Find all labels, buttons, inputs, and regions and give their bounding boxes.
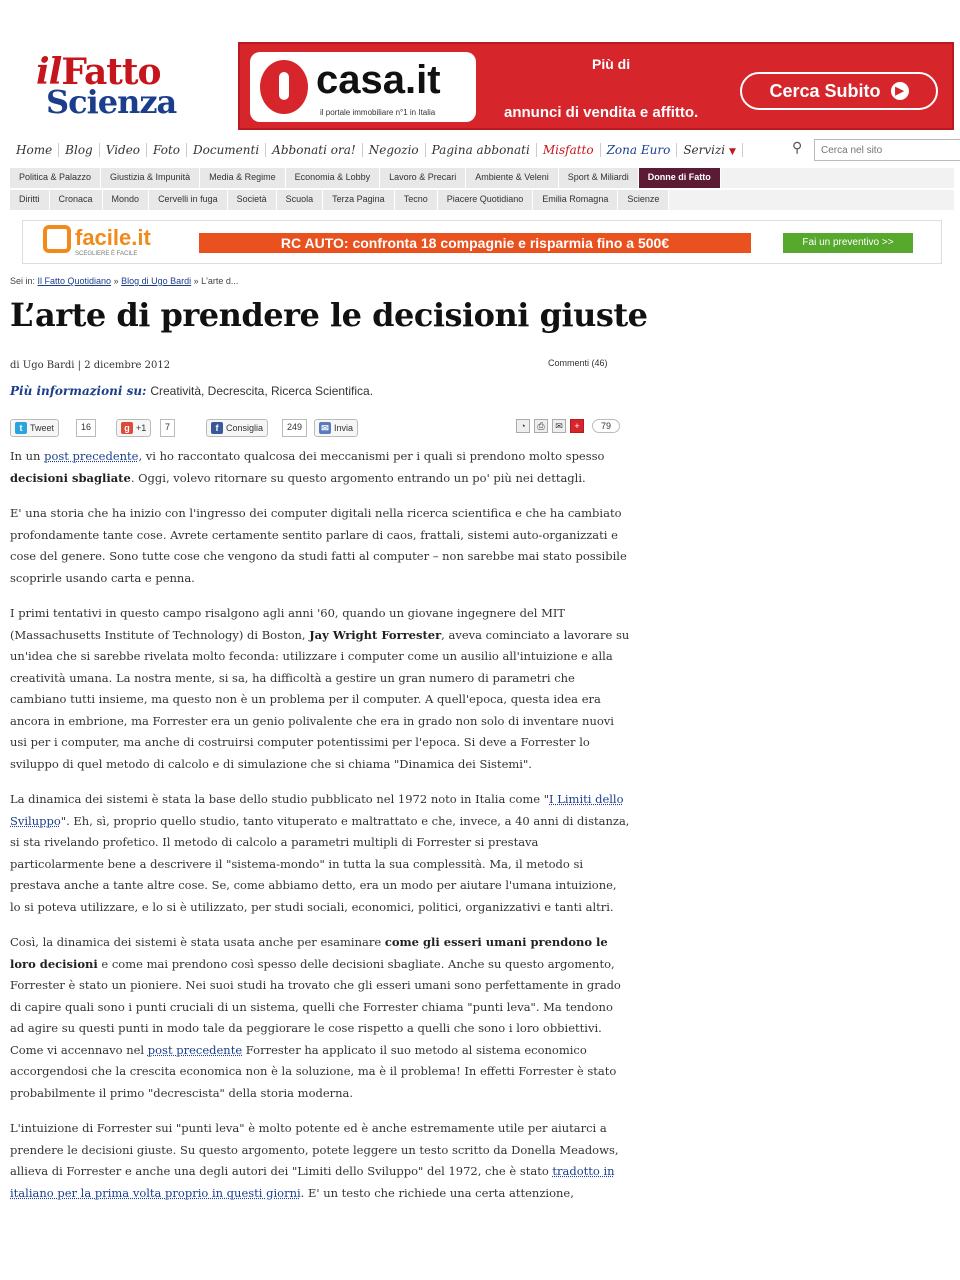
breadcrumb-separator: » (191, 276, 202, 286)
categories-row-1 (10, 168, 954, 188)
search-icon[interactable]: ⚲ (792, 140, 803, 156)
logo-il: il (36, 51, 62, 93)
category-item[interactable]: Scienze (618, 190, 669, 210)
text-run: In un (10, 449, 45, 463)
paragraph (10, 603, 630, 775)
category-item[interactable]: Diritti (10, 190, 50, 210)
email-icon[interactable]: ✉ (552, 419, 566, 433)
text-run: L'intuizione di Forrester sui "punti leva" è molto potente ed è anche estremamente utile per aiutarci a prendere le decisioni giuste. Su questo argomento, potete leggere un testo scritto da Donella Meadows, allieva di Forrester e anche una degli autori dei "Limiti dello Sviluppo" del 1972, che è stato (10, 1121, 619, 1178)
breadcrumb (10, 276, 238, 286)
nav-negozio[interactable]: Negozio (363, 143, 426, 157)
category-item[interactable]: Politica & Palazzo (10, 168, 101, 188)
twitter-icon: t (15, 422, 27, 434)
like-count: 249 (282, 419, 307, 437)
logo-fatto: Fatto (61, 51, 161, 93)
link-tradotto[interactable]: tradotto in italiano per la prima volta proprio in questi giorni (10, 1164, 615, 1200)
text-run: Forrester ha applicato il suo metodo al sistema economico accorgendosi che la crescita economica non è la soluzione, ma è il problema! In effetti Forrester è stato probabilmente il primo "decrescista" della storia moderna. (10, 1042, 617, 1100)
text-bold: Jay Wright Forrester (309, 627, 442, 642)
facebook-like-button[interactable] (206, 419, 268, 437)
rss-icon[interactable]: ◔ (516, 419, 530, 433)
page-title: L’arte di prendere le decisioni giuste (10, 296, 648, 334)
like-label: Consiglia (226, 423, 264, 433)
paragraph (10, 932, 630, 1104)
nav-pagina-abbonati[interactable]: Pagina abbonati (426, 143, 537, 157)
link-post-precedente[interactable]: post precedente (147, 1042, 243, 1057)
link-post-precedente[interactable]: post precedente (44, 449, 139, 463)
nav-zona-euro[interactable]: Zona Euro (601, 143, 678, 157)
category-item[interactable]: Emilia Romagna (533, 190, 618, 210)
article-byline: di Ugo Bardi | 2 dicembre 2012 (10, 360, 171, 371)
ad-annunci-text: annunci di vendita e affitto. (504, 104, 699, 121)
text-bold: come gli esseri umani prendono le loro decisioni (10, 935, 608, 971)
facile-tagline: SCEGLIERE È FACILE (75, 251, 138, 257)
cerca-subito-button[interactable] (740, 72, 938, 110)
site-logo[interactable] (36, 51, 186, 132)
text-run: ". Eh, sì, proprio quello studio, tanto vituperato e maltrattato e che, invece, a 40 anni di distanza, si sta rivelando profetico. Il metodo di calcolo a parametri multipli di Forrester si prestava particolarmente bene a descrivere il "sistema-mondo" in tutta la sua complessità. Ma, il metodo si prestava anche a tante altre cose. Se, come abbiamo detto, era un modo per aiutare l'umana intuizione, lo si poteva utilizzare, e lo si è utilizzato, per studi sociali, economici, politici, organizzativi e tanti altri. (10, 813, 630, 914)
breadcrumb-item-current: L'arte d... (201, 276, 239, 286)
preventivo-button[interactable]: Fai un preventivo >> (783, 233, 913, 253)
invia-label: Invia (334, 423, 354, 433)
paragraph (10, 446, 630, 489)
categories-row-2 (10, 190, 954, 210)
article-tags[interactable]: Creatività, Decrescita, Ricerca Scientifica. (150, 384, 374, 398)
article-tools (516, 419, 620, 433)
invia-button[interactable] (314, 419, 358, 437)
casa-it-tagline: il portale immobiliare n°1 in Italia (320, 108, 436, 117)
add-icon[interactable]: + (570, 419, 584, 433)
facile-it-logo (43, 225, 151, 253)
category-item[interactable]: Piacere Quotidiano (438, 190, 534, 210)
breadcrumb-item-blog[interactable]: Blog di Ugo Bardi (121, 276, 192, 286)
nav-abbonati[interactable]: Abbonati ora! (266, 143, 363, 157)
category-item[interactable]: Sport & Miliardi (559, 168, 639, 188)
text-run: , aveva cominciato a lavorare su un'idea che si sarebbe rivelata molto feconda: utilizzare i computer come un ausilio all'intuizione e alla creatività umana. La nostra mente, si sa, ha difficoltà a gestire un gran numero di parametri che cambiano tutti insieme, ma questo non è un problema per il computer. A quell'epoca, questa idea era ancora in embrione, ma Forrester era un genio polivalente che era in grado non solo di inventare nuovi usi per i computer, ma anche di costruirsi computer potentissimi per l'epoca. Si deve a Forrester lo sviluppo di quel metodo di calcolo e di simulazione che si chiama "Dinamica dei Sistemi". (10, 627, 630, 771)
caret-down-icon: ▼ (728, 147, 736, 157)
facebook-icon: f (211, 422, 223, 434)
article-body (10, 446, 630, 1218)
main-nav (10, 138, 954, 162)
paragraph (10, 789, 630, 918)
casa-it-logo (250, 52, 476, 122)
paragraph: E' una storia che ha inizio con l'ingresso dei computer digitali nella ricerca scientifica e che ha cambiato profondamente tante cose. Avrete certamente sentito parlare di caos, frattali, sistemi auto-organizzati e cose del genere. Sono tutte cose che vengono da studi fatti al computer – non sarebbe mai stato possibile scoprirle usando carta e penna. (10, 506, 627, 585)
category-item-donne-di-fatto[interactable]: Donne di Fatto (639, 168, 721, 188)
text-run: . E' un testo che richiede una certa attenzione, (300, 1185, 574, 1200)
breadcrumb-separator: » (111, 276, 122, 286)
breadcrumb-item-home[interactable]: Il Fatto Quotidiano (37, 276, 112, 286)
category-item[interactable]: Lavoro & Precari (380, 168, 466, 188)
nav-video[interactable]: Video (100, 143, 147, 157)
casa-it-ad-banner[interactable] (238, 42, 954, 130)
nav-servizi[interactable] (677, 143, 743, 157)
more-info-label: Più informazioni su: (10, 384, 147, 398)
facile-it-ad-banner[interactable] (22, 220, 942, 264)
nav-blog[interactable]: Blog (59, 143, 100, 157)
tweet-count: 16 (76, 419, 96, 437)
category-item[interactable]: Scuola (277, 190, 324, 210)
category-item[interactable]: Ambiente & Veleni (466, 168, 559, 188)
category-item[interactable]: Cervelli in fuga (149, 190, 228, 210)
more-info (10, 384, 373, 398)
breadcrumb-prefix: Sei in: (10, 276, 38, 286)
arrow-right-icon: ▶ (891, 82, 909, 100)
text-run: Così, la dinamica dei sistemi è stata usata anche per esaminare (10, 935, 385, 949)
share-count: 79 (592, 419, 620, 433)
search-input[interactable] (814, 139, 960, 161)
gplus-icon: g (121, 422, 133, 434)
nav-foto[interactable]: Foto (147, 143, 187, 157)
category-item[interactable]: Società (228, 190, 277, 210)
facile-headline: RC AUTO: confronta 18 compagnie e risparmia fino a 500€ (199, 233, 751, 253)
text-run: I primi tentativi in questo campo risalgono agli anni '60, quando un giovane ingegnere del MIT (Massachusetts Institute of Technology) di Boston, (10, 606, 566, 642)
gplus-button[interactable] (116, 419, 151, 437)
comments-link[interactable]: Commenti (46) (548, 358, 608, 368)
gplus-label: +1 (136, 423, 147, 433)
gplus-count: 7 (160, 419, 175, 437)
print-icon[interactable]: ⎙ (534, 419, 548, 433)
facile-logo-icon (43, 225, 71, 253)
category-item[interactable]: Cronaca (50, 190, 103, 210)
nav-home[interactable]: Home (10, 143, 59, 157)
tweet-button[interactable] (10, 419, 59, 437)
tweet-label: Tweet (30, 423, 55, 433)
text-run: . Oggi, volevo ritornare su questo argomento entrando un po' più nei dettagli. (130, 470, 586, 485)
paragraph (10, 1118, 630, 1204)
keyhole-icon (260, 60, 308, 114)
category-item[interactable]: Terza Pagina (323, 190, 395, 210)
nav-documenti[interactable]: Documenti (187, 143, 266, 157)
text-run: La dinamica dei sistemi è stata la base dello studio pubblicato nel 1972 noto in Italia come " (10, 792, 550, 806)
link-limiti-sviluppo[interactable]: I Limiti dello Sviluppo (10, 792, 624, 828)
logo-line2: Scienza (46, 83, 177, 121)
cerca-subito-label: Cerca Subito (769, 80, 881, 101)
ad-piu-di: Più di (592, 56, 631, 72)
facile-brand: facile.it (75, 225, 151, 250)
category-item[interactable]: Economia & Lobby (286, 168, 381, 188)
share-bar (10, 418, 630, 438)
send-icon: ✉ (319, 422, 331, 434)
category-item[interactable]: Tecno (395, 190, 438, 210)
category-item[interactable]: Media & Regime (200, 168, 286, 188)
nav-servizi-label: Servizi (683, 143, 726, 157)
category-item[interactable]: Giustizia & Impunità (101, 168, 200, 188)
text-bold: decisioni sbagliate (10, 470, 131, 485)
text-run: e come mai prendono così spesso delle decisioni sbagliate. Anche su questo argomento, Forrester è stato un pioniere. Nei suoi studi ha trovato che gli esseri umani sono perfettamente in grado di capire quali sono i punti cruciali di un sistema, quelli che Forrester chiama "punti leva". Ma tendono ad agire su questi punti in modo tale da peggiorare le cose rispetto a quelli che sono i loro obbiettivi. Come vi accennavo nel (10, 956, 621, 1057)
casa-it-brand: casa.it (316, 58, 441, 102)
nav-misfatto[interactable]: Misfatto (537, 143, 601, 157)
text-run: , vi ho raccontato qualcosa dei meccanismi per i quali si prendono molto spesso (138, 449, 605, 463)
category-item[interactable]: Mondo (103, 190, 150, 210)
